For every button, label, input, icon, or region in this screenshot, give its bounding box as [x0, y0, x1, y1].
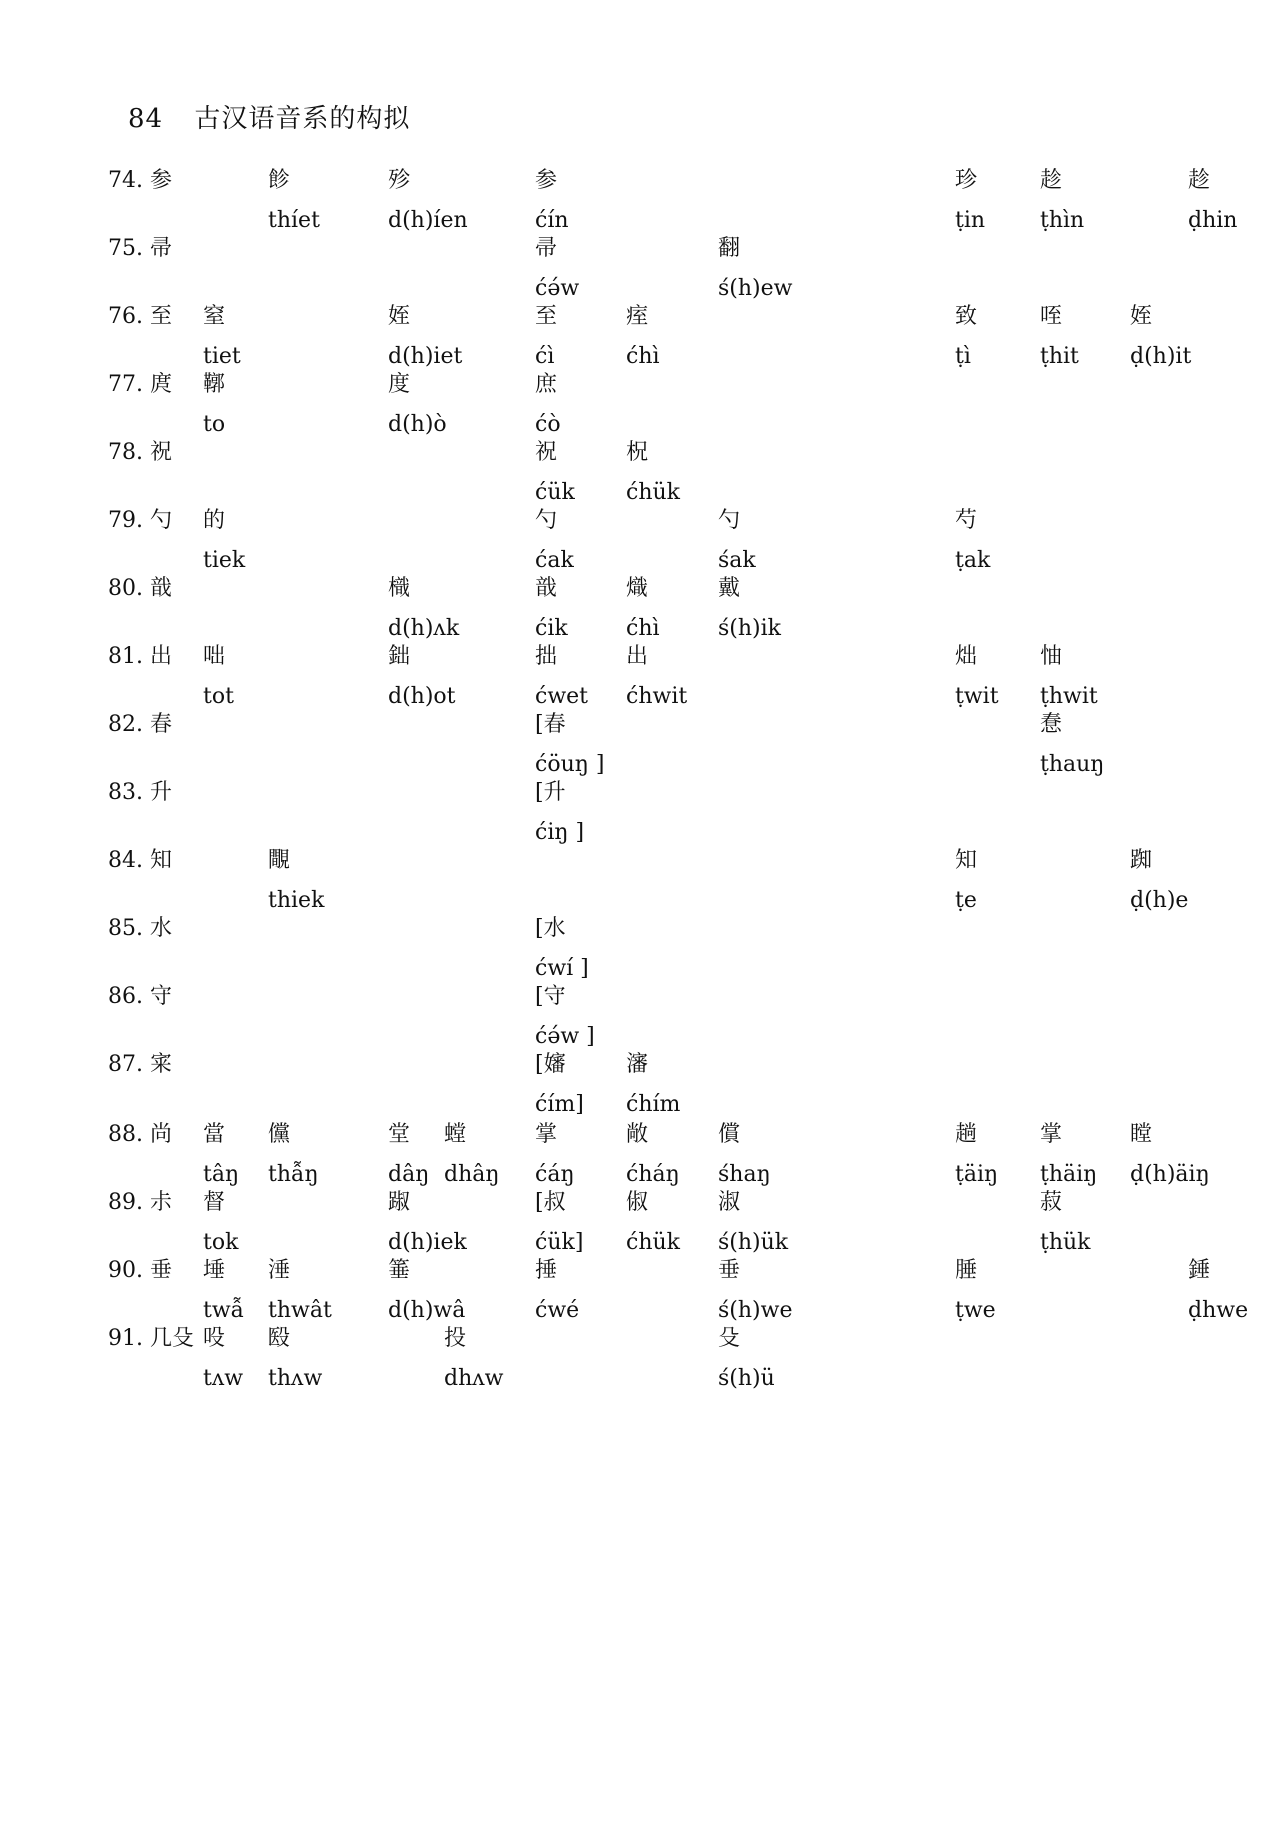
reconstruction-cell: ś(h)ük [718, 1230, 789, 1255]
reconstruction-cell: ćhím [626, 1092, 681, 1117]
character-cell: 戴 [718, 576, 741, 601]
series-label: 77. 庹 [108, 372, 172, 397]
reconstruction-cell: ćò [535, 412, 561, 437]
reconstruction-cell: ćə́w ] [535, 1024, 595, 1049]
character-cell: 姪 [388, 304, 411, 329]
character-cell: 儻 [268, 1122, 291, 1147]
character-cell: [升 [535, 780, 566, 805]
character-cell: 知 [955, 848, 978, 873]
reconstruction-cell: d(h)iet [388, 344, 463, 369]
character-cell: 的 [203, 508, 226, 533]
reconstruction-cell: d(h)ot [388, 684, 456, 709]
character-cell: 炪 [955, 644, 978, 669]
character-cell: [嬸 [535, 1052, 566, 1077]
character-cell: 姪 [1130, 304, 1153, 329]
character-cell: 埵 [203, 1258, 226, 1283]
series-label: 91. 几殳 [108, 1326, 194, 1351]
reconstruction-cell: ṭhìn [1040, 208, 1085, 233]
reconstruction-cell: ćik [535, 616, 568, 641]
character-cell: 垂 [718, 1258, 741, 1283]
character-cell: 涶 [268, 1258, 291, 1283]
reconstruction-cell: ṭhwit [1040, 684, 1098, 709]
page-header [128, 98, 410, 135]
reconstruction-cell: tot [203, 684, 234, 709]
character-cell: 拙 [535, 644, 558, 669]
character-cell: 度 [388, 372, 411, 397]
character-cell: 當 [203, 1122, 226, 1147]
series-label: 74. 参 [108, 168, 172, 193]
reconstruction-cell: ḍhwe [1188, 1298, 1249, 1323]
reconstruction-cell: thʌw [268, 1366, 323, 1391]
character-cell: 敞 [626, 1122, 649, 1147]
series-label: 82. 春 [108, 712, 172, 737]
reconstruction-cell: d(h)wâ [388, 1298, 466, 1323]
character-cell: 捶 [535, 1258, 558, 1283]
character-cell: 掌 [535, 1122, 558, 1147]
character-cell: 参 [535, 168, 558, 193]
reconstruction-cell: ṭhit [1040, 344, 1079, 369]
reconstruction-cell: ṭwe [955, 1298, 996, 1323]
character-cell: 翻 [718, 236, 741, 261]
reconstruction-cell: ḍ(h)it [1130, 344, 1192, 369]
reconstruction-cell: dâŋ [388, 1162, 430, 1187]
reconstruction-cell: ćhük [626, 480, 680, 505]
reconstruction-cell: tiet [203, 344, 241, 369]
reconstruction-cell: ćiŋ ] [535, 820, 585, 845]
reconstruction-cell: tiek [203, 548, 246, 573]
character-cell: 帚 [535, 236, 558, 261]
character-cell: 錘 [1188, 1258, 1211, 1283]
reconstruction-cell: d(h)ʌk [388, 616, 460, 641]
reconstruction-cell: ćə́w [535, 276, 580, 301]
character-cell: 勺 [718, 508, 741, 533]
reconstruction-cell: ćhì [626, 616, 660, 641]
series-label: 90. 垂 [108, 1258, 172, 1283]
character-cell: 投 [444, 1326, 467, 1351]
character-cell: 出 [626, 644, 649, 669]
reconstruction-cell: ś(h)we [718, 1298, 793, 1323]
reconstruction-cell: ćük] [535, 1230, 584, 1255]
reconstruction-cell: to [203, 412, 226, 437]
character-cell: 惷 [1040, 712, 1063, 737]
character-cell: 庶 [535, 372, 558, 397]
reconstruction-cell: thiek [268, 888, 325, 913]
reconstruction-cell: ṭwit [955, 684, 999, 709]
character-cell: 樴 [388, 576, 411, 601]
character-cell: 熾 [626, 576, 649, 601]
character-cell: 咥 [1040, 304, 1063, 329]
reconstruction-cell: ṭäiŋ [955, 1162, 999, 1187]
reconstruction-cell: ṭak [955, 548, 991, 573]
character-cell: 淑 [718, 1190, 741, 1215]
running-title: 古汉语音系的构拟 [194, 104, 411, 134]
series-label: 75. 帚 [108, 236, 172, 261]
reconstruction-cell: ćín [535, 208, 569, 233]
reconstruction-cell: śak [718, 548, 756, 573]
reconstruction-cell: ćak [535, 548, 574, 573]
reconstruction-cell: tok [203, 1230, 239, 1255]
character-cell: 趁 [1040, 168, 1063, 193]
character-cell: 吺 [203, 1326, 226, 1351]
character-cell: 踧 [388, 1190, 411, 1215]
character-cell: 堂 [388, 1122, 411, 1147]
reconstruction-cell: twẫ [203, 1298, 245, 1323]
series-label: 81. 出 [108, 644, 172, 669]
character-cell: [春 [535, 712, 566, 737]
reconstruction-cell: ćhwit [626, 684, 688, 709]
reconstruction-cell: ś(h)ü [718, 1366, 775, 1391]
reconstruction-cell: ṭe [955, 888, 977, 913]
character-cell: 俶 [626, 1190, 649, 1215]
character-cell: 腄 [955, 1258, 978, 1283]
character-cell: 趁 [1188, 168, 1211, 193]
reconstruction-cell: ṭhäiŋ [1040, 1162, 1098, 1187]
reconstruction-cell: ćwé [535, 1298, 580, 1323]
character-cell: 覸 [268, 848, 291, 873]
reconstruction-cell: dhâŋ [444, 1162, 500, 1187]
character-cell: [水 [535, 916, 566, 941]
table-row [0, 1044, 1280, 1124]
table-row [0, 1318, 1280, 1398]
reconstruction-cell: ḍ(h)e [1130, 888, 1189, 913]
reconstruction-cell: ćwet [535, 684, 589, 709]
reconstruction-cell: ćím] [535, 1092, 584, 1117]
series-label: 86. 守 [108, 984, 172, 1009]
character-cell: [叔 [535, 1190, 566, 1215]
series-label: 87. 宷 [108, 1052, 172, 1077]
character-cell: 償 [718, 1122, 741, 1147]
character-cell: 趟 [955, 1122, 978, 1147]
reconstruction-cell: ćì [535, 344, 555, 369]
character-cell: 菽 [1040, 1190, 1063, 1215]
series-label: 83. 升 [108, 780, 172, 805]
character-cell: 螳 [444, 1122, 467, 1147]
series-label: 85. 水 [108, 916, 172, 941]
reconstruction-cell: ćöuŋ ] [535, 752, 605, 777]
character-cell: 箠 [388, 1258, 411, 1283]
character-cell: 飻 [268, 168, 291, 193]
character-cell: 督 [203, 1190, 226, 1215]
character-cell: 瞠 [1130, 1122, 1153, 1147]
page-number: 84 [128, 104, 164, 134]
character-cell: 柷 [626, 440, 649, 465]
character-cell: 致 [955, 304, 978, 329]
character-cell: 祝 [535, 440, 558, 465]
series-label: 84. 知 [108, 848, 172, 873]
character-cell: 鞹 [203, 372, 226, 397]
series-label: 76. 至 [108, 304, 172, 329]
reconstruction-cell: ṭin [955, 208, 986, 233]
reconstruction-cell: śhaŋ [718, 1162, 771, 1187]
reconstruction-cell: thẫŋ [268, 1162, 319, 1187]
character-cell: 瀋 [626, 1052, 649, 1077]
character-cell: 芍 [955, 508, 978, 533]
character-cell: 痓 [626, 304, 649, 329]
reconstruction-cell: ṭhauŋ [1040, 752, 1105, 777]
reconstruction-cell: d(h)íen [388, 208, 468, 233]
reconstruction-cell: ś(h)ik [718, 616, 781, 641]
reconstruction-cell: thíet [268, 208, 320, 233]
reconstruction-cell: ćwí ] [535, 956, 589, 981]
series-label: 80. 戠 [108, 576, 172, 601]
reconstruction-cell: thwât [268, 1298, 332, 1323]
reconstruction-cell: ćhì [626, 344, 660, 369]
reconstruction-cell: ćháŋ [626, 1162, 680, 1187]
character-cell: 窒 [203, 304, 226, 329]
character-cell: 殄 [388, 168, 411, 193]
character-cell: 咄 [203, 644, 226, 669]
series-label: 88. 尚 [108, 1122, 172, 1147]
reconstruction-cell: ṭì [955, 344, 971, 369]
reconstruction-cell: ṭhük [1040, 1230, 1091, 1255]
reconstruction-cell: ćhük [626, 1230, 680, 1255]
reconstruction-cell: ḍhin [1188, 208, 1238, 233]
character-cell: 鈯 [388, 644, 411, 669]
character-cell: 殳 [718, 1326, 741, 1351]
reconstruction-cell: tâŋ [203, 1162, 240, 1187]
reconstruction-cell: d(h)ò [388, 412, 447, 437]
character-cell: 珍 [955, 168, 978, 193]
character-cell: 怞 [1040, 644, 1063, 669]
series-label: 78. 祝 [108, 440, 172, 465]
character-cell: 戠 [535, 576, 558, 601]
reconstruction-cell: ćáŋ [535, 1162, 575, 1187]
character-cell: 勺 [535, 508, 558, 533]
reconstruction-cell: ś(h)ew [718, 276, 793, 301]
character-cell: 掌 [1040, 1122, 1063, 1147]
reconstruction-cell: tʌw [203, 1366, 244, 1391]
reconstruction-cell: dhʌw [444, 1366, 504, 1391]
reconstruction-cell: ćük [535, 480, 575, 505]
series-label: 79. 勺 [108, 508, 172, 533]
reconstruction-cell: ḍ(h)äiŋ [1130, 1162, 1210, 1187]
character-cell: 至 [535, 304, 558, 329]
character-cell: 踟 [1130, 848, 1153, 873]
character-cell: 殹 [268, 1326, 291, 1351]
series-label: 89. 尗 [108, 1190, 172, 1215]
character-cell: [守 [535, 984, 566, 1009]
reconstruction-cell: d(h)iek [388, 1230, 467, 1255]
